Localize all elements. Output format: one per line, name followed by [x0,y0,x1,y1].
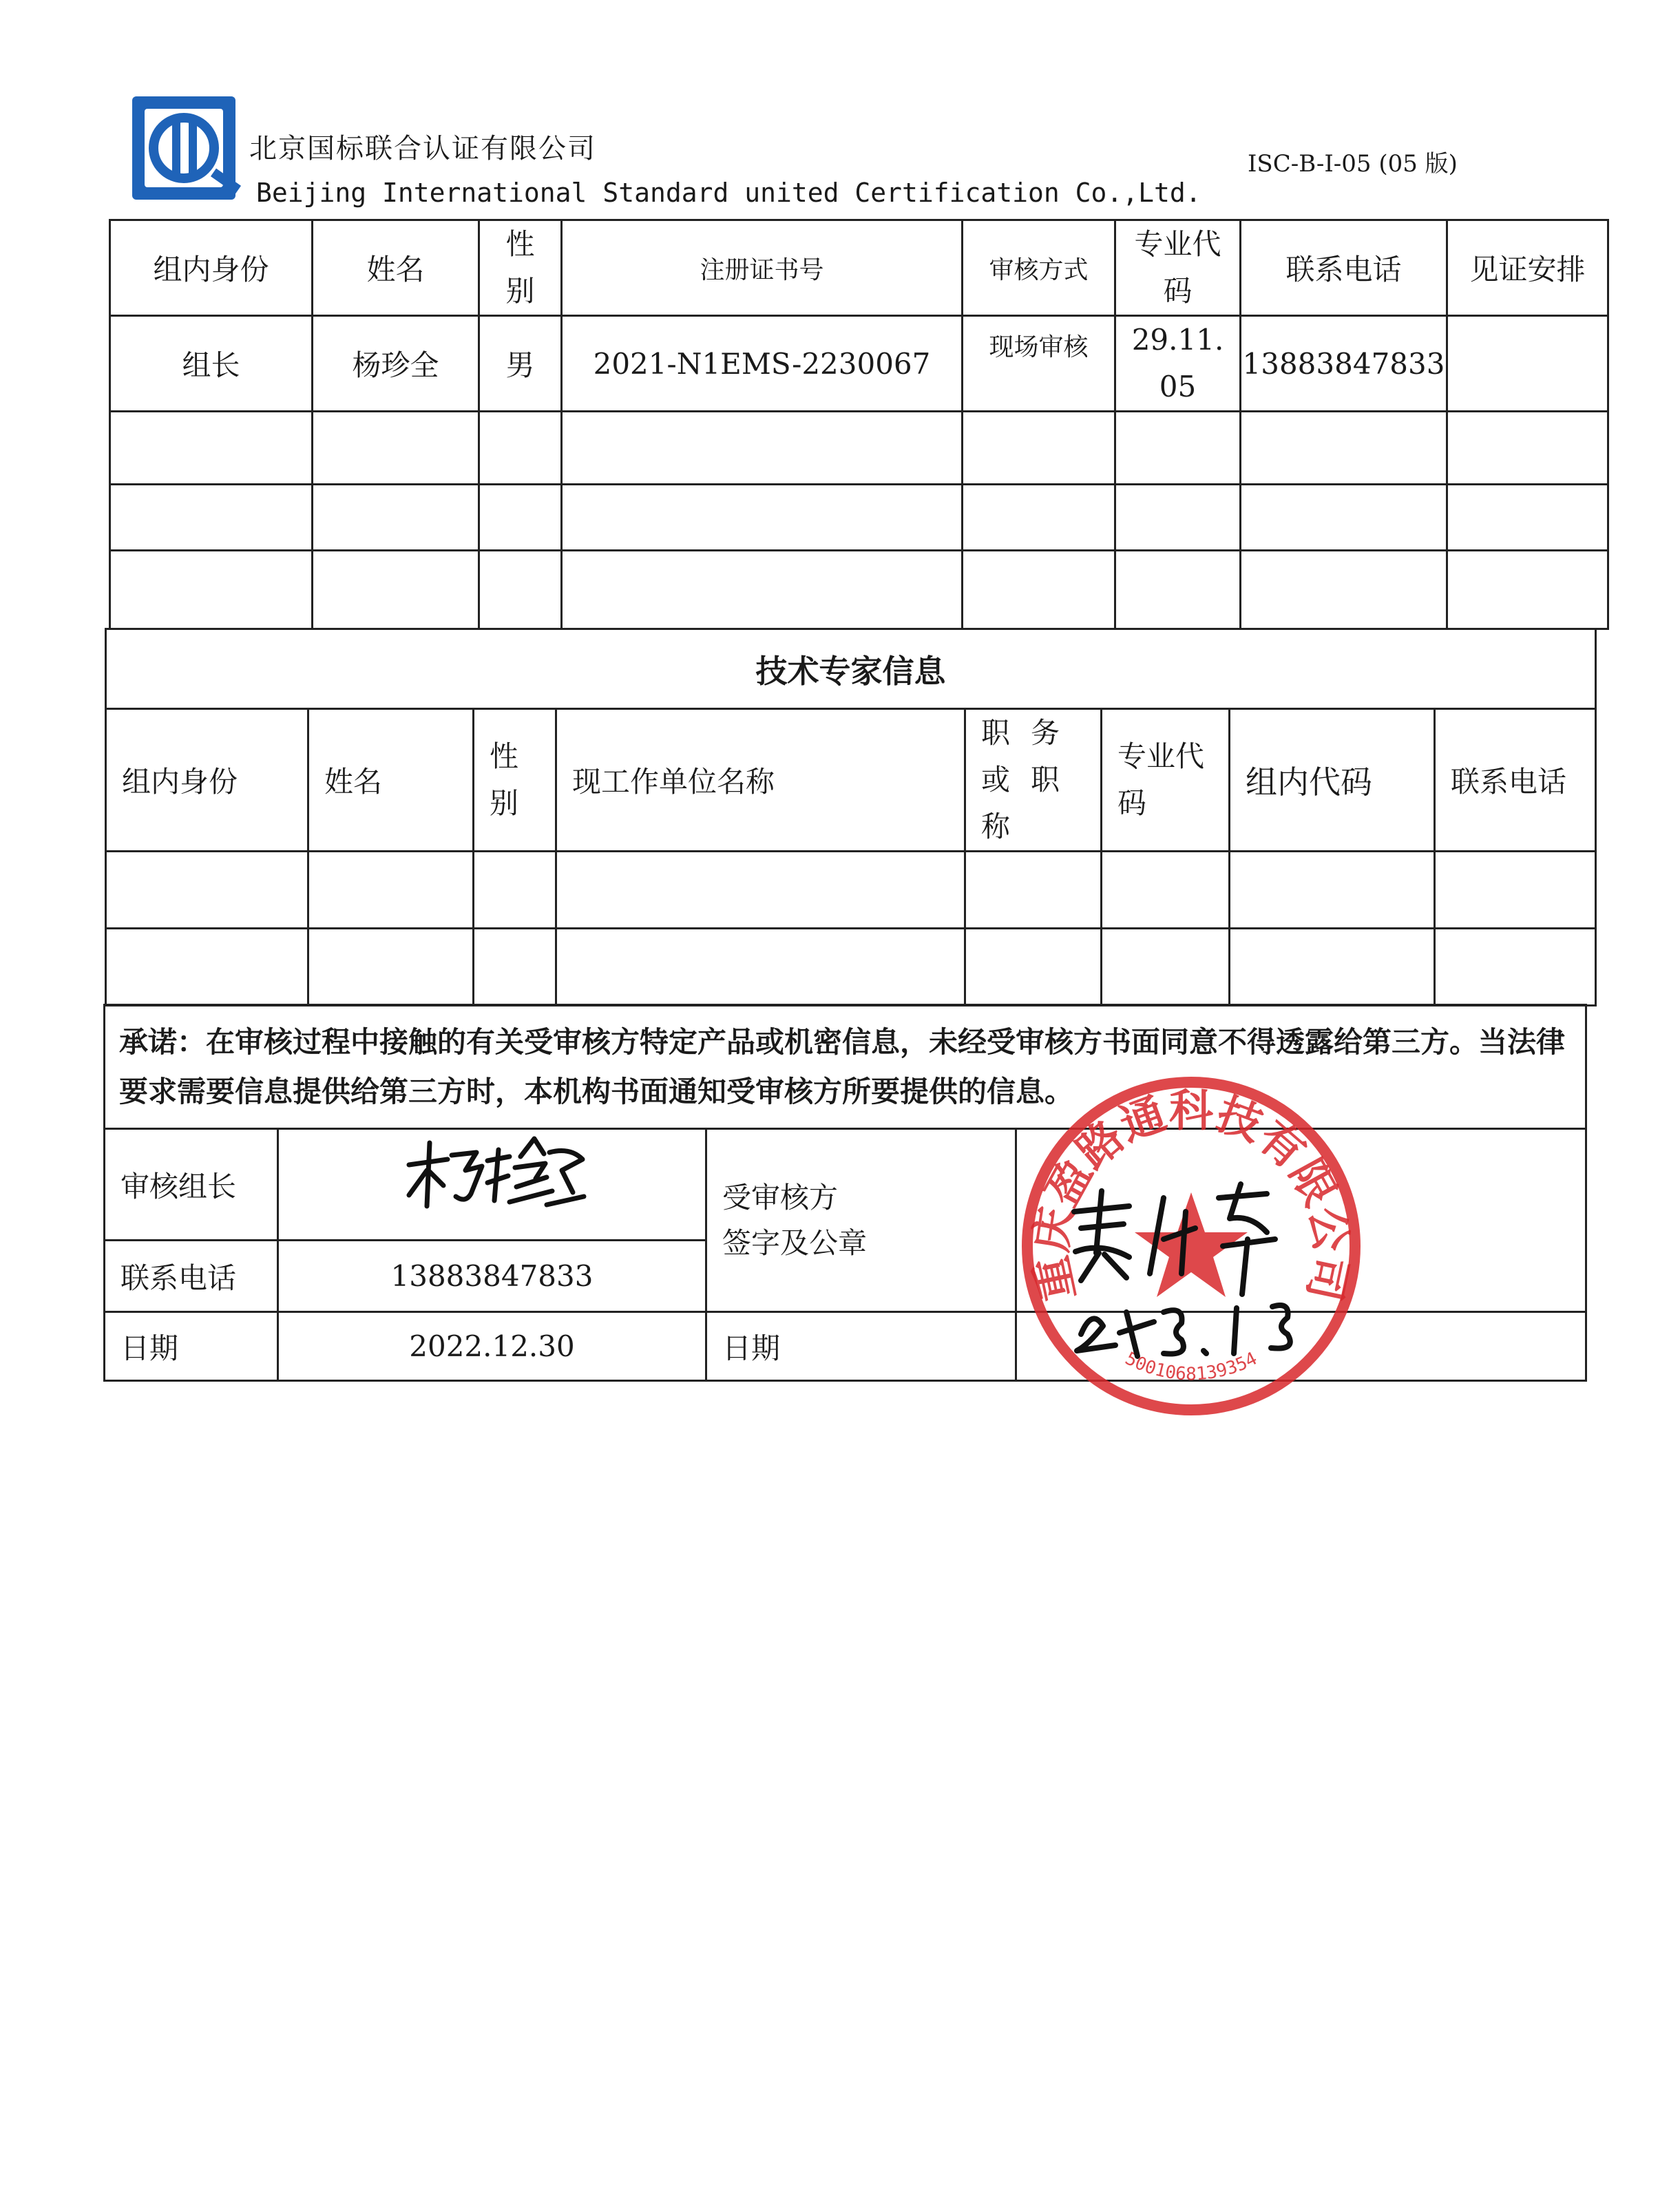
expert-title-row [106,629,1596,709]
expert-table [105,628,1597,1006]
auditor-role: 组长 [110,316,313,412]
auditor-phone: 13883847833 [1241,316,1447,412]
header-method: 审核方式 [963,220,1115,316]
header-gender: 性别 [479,220,562,316]
auditee-label: 受审核方 签字及公章 [706,1129,1016,1312]
header-name: 姓名 [308,709,474,852]
header-name: 姓名 [313,220,479,316]
header-title: 职务或职称 [965,709,1102,852]
auditor-method: 现场审核 [963,316,1115,412]
auditor-witness [1447,316,1608,412]
svg-text:5001068139354: 5001068139354 [1122,1348,1261,1385]
table-row [106,852,1596,929]
company-name-en: Beijing International Standard united Certification Co.,Ltd. [256,178,1201,208]
svg-text:重庆盈路通科技有限公司: 重庆盈路通科技有限公司 [1025,1086,1357,1306]
expert-header-row [106,709,1596,852]
table-row [110,412,1608,485]
auditor-cert-no: 2021-N1EMS-2230067 [562,316,963,412]
auditor-gender: 男 [479,316,562,412]
leader-phone: 13883847833 [278,1241,706,1312]
auditee-date-label: 日期 [706,1312,1016,1381]
auditor-code: 29.11.05 [1115,316,1241,412]
phone-label: 联系电话 [105,1241,278,1312]
leader-label: 审核组长 [105,1129,278,1241]
auditee-signature [1060,1170,1350,1363]
header-employer: 现工作单位名称 [556,709,965,852]
leader-date: 2022.12.30 [278,1312,706,1381]
expert-section-title: 技术专家信息 [106,629,1596,709]
table-row [110,485,1608,551]
header-witness: 见证安排 [1447,220,1608,316]
header-code: 专业代码 [1102,709,1230,852]
header-cert-no: 注册证书号 [562,220,963,316]
auditor-header-row [110,220,1608,316]
table-row [110,316,1608,412]
company-name-cn: 北京国标联合认证有限公司 [249,133,596,165]
header-phone: 联系电话 [1435,709,1596,852]
table-row [110,551,1608,629]
company-logo-icon [129,94,244,211]
header-group-code: 组内代码 [1230,709,1435,852]
table-row [106,929,1596,1006]
header-role: 组内身份 [106,709,308,852]
header-role: 组内身份 [110,220,313,316]
date-label: 日期 [105,1312,278,1381]
header-gender: 性别 [474,709,556,852]
confidentiality-promise: 承诺：在审核过程中接触的有关受审核方特定产品或机密信息，未经受审核方书面同意不得透露给第三方。当法律要求需要信息提供给第三方时，本机构书面通知受审核方所要提供的信息。 [105,1005,1586,1129]
header-phone: 联系电话 [1241,220,1447,316]
auditor-name: 杨珍全 [313,316,479,412]
header-code: 专业代码 [1115,220,1241,316]
auditor-table [109,219,1609,630]
form-code: ISC-B-I-05 (05 版) [1248,150,1458,178]
leader-signature [399,1129,592,1225]
